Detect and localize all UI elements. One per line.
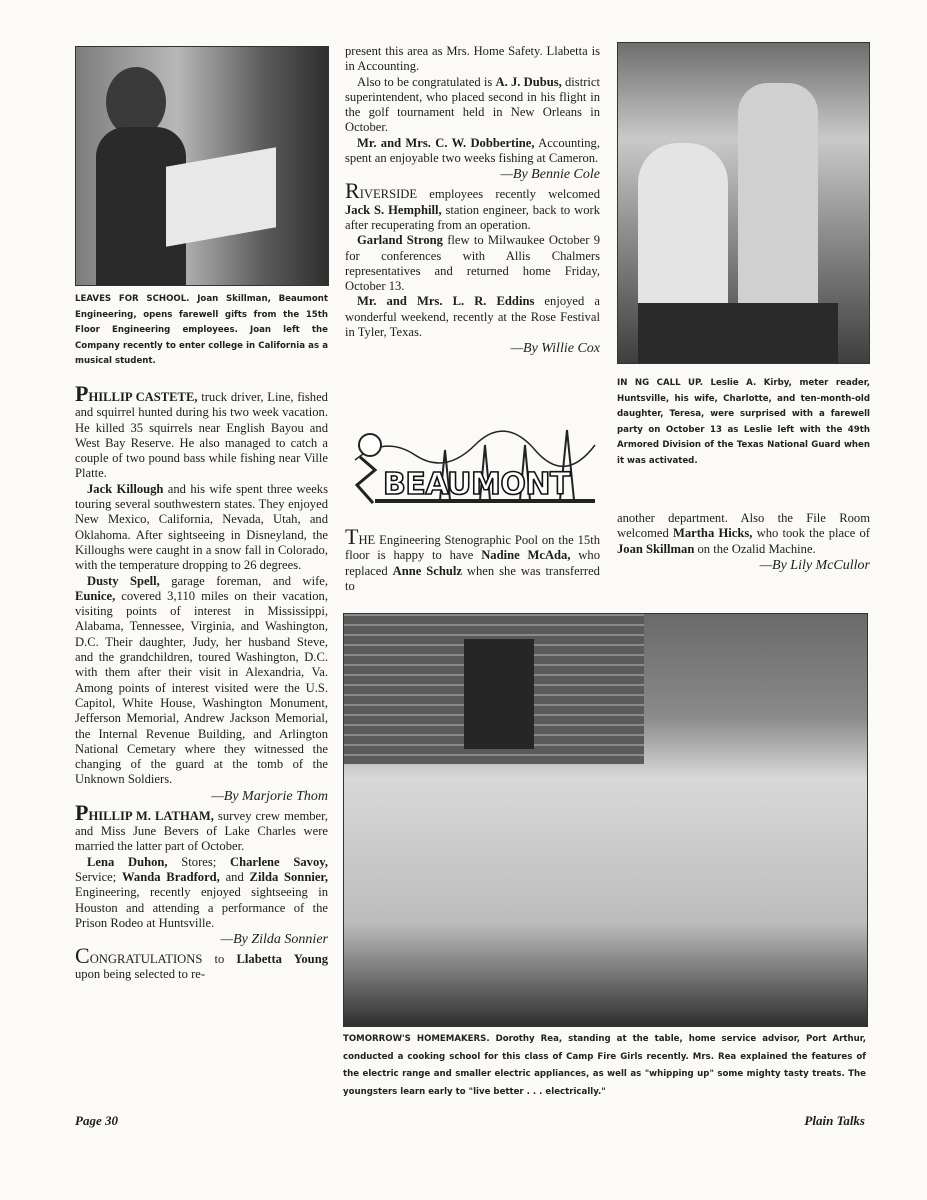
caption-text: Joan Skillman, Beaumont Engineering, opens farewell gifts from the 15th Floor Engineering employees. Joan left the Company recently to enter college in California as a musical student. [75,294,328,366]
text-run: flew to Milwaukee October 9 for conferences with Allis Chalmers representatives and returned home Friday, October 13. [345,233,600,294]
person-name: Jack S. Hemphill, [345,202,442,217]
person-name: Llabetta Young [236,952,328,967]
person-name: Nadine McAda, [481,548,571,563]
paragraph [75,381,328,482]
text-run: present this area as Mrs. Home Safety. Llabetta is in Accounting. [345,44,600,74]
text-run: —By Lily McCullor [759,557,870,573]
person-name: A. J. Dubus, [495,74,562,89]
person-name: Anne Schulz [392,563,462,578]
person-name: Martha Hicks, [672,526,753,541]
caption-heading: IN NG CALL UP. [617,378,704,388]
person-name: Dusty Spell, [87,573,160,588]
person-name: PHILLIP CASTETE, [75,381,198,406]
beaumont-logo [345,415,600,515]
caption-text: Leslie A. Kirby, meter reader, Huntsville, his wife, Charlotte, and ten-month-old daughter, Teresa, were surprised with a farewell party on October 13 as Leslie left with the 49th Armored Division of the Texas National Guard when it was activated. [617,378,870,466]
photo-caption-right [617,376,870,469]
text-run: Also to be congratulated is [357,74,496,89]
text-run: survey crew member, and Miss June Bevers of Lake Charles were married the latter part of October. [75,808,328,854]
text-run: Engineering, recently enjoyed sightseeing in Houston and attending a performance of the Prison Rodeo at Huntsville. [75,885,328,930]
text-run: —By Bennie Cole [500,167,600,183]
text-run: Service; [75,869,123,884]
paragraph [75,574,328,788]
photo-joan-skillman [75,46,329,286]
paragraph [345,44,600,75]
person-name: PHILLIP M. LATHAM, [75,799,214,825]
photo-caption-bottom [343,1031,866,1101]
person-name: Wanda Bradford, [122,869,220,884]
text-run: and his wife spent three weeks touring several southwestern states. They enjoyed New Mexico, California, Nevada, Utah, and Oklahoma. After sightseeing in Disneyland, the Killoughs were caught in a snow fall in Colorado, with the temperature dropping to 26 degrees. [75,481,329,573]
photo-camp-fire-girls [343,613,868,1027]
photo-caption-left [75,292,328,370]
text-run: when she was transferred to [345,563,600,593]
text-run: and [219,869,250,884]
byline [617,557,870,574]
person-name: Jack Killough [87,481,164,496]
caption-heading: LEAVES FOR SCHOOL. [75,294,190,304]
paragraph [75,799,328,855]
person-name: Eunice, [75,588,116,603]
column-middle-lower [345,524,600,594]
text-run: another department. Also the File Room welcomed [617,511,870,541]
caption-text: Dorothy Rea, standing at the table, home service advisor, Port Arthur, conducted a cooking school for this class of Camp Fire Girls recently. Mrs. Rea explained the features of the electric range and smaller electric appliances, as well as "whipping up" some mighty tasty treats. The youngsters learn early to "live better . . . electrically." [343,1034,866,1097]
paragraph [345,178,600,233]
text-run: garage foreman, and wife, [159,573,328,588]
text-run: who took the place of [752,526,870,541]
byline [345,340,600,357]
text-run: district superintendent, who placed second in his flight in the golf tournament held in New Orleans in October. [345,74,600,135]
paragraph [75,482,328,574]
photo-kirby-family [617,42,870,364]
text-run: THE Engineering Stenographic Pool on the 15th floor is happy to have [345,524,600,563]
text-run: —By Zilda Sonnier [220,932,328,948]
logo-text: BEAUMONT [383,467,570,502]
person-name: Lena Duhon, [87,854,168,869]
caption-heading: TOMORROW'S HOMEMAKERS. [343,1034,490,1044]
text-run: who replaced [345,548,600,578]
byline [345,166,600,183]
text-run: station engineer, back to work after recuperating from an operation. [345,202,600,232]
text-run: CONGRATULATIONS to [75,943,237,969]
text-run: Stores; [167,854,230,869]
person-name: Garland Strong [357,233,443,248]
column-middle [345,44,600,357]
text-run: enjoyed a wonderful weekend, recently at the Rose Festival in Tyler, Texas. [345,294,600,340]
paragraph [345,233,600,294]
person-name: Zilda Sonnier, [249,869,328,884]
text-run: upon being selected to re- [75,967,206,982]
text-run: Accounting, spent an enjoyable two weeks fishing at Cameron. [345,135,601,166]
paragraph [345,294,600,340]
person-name: Charlene Savoy, [229,854,328,869]
text-run: truck driver, Line, fished and squirrel hunted during his two week vacation. He killed 35 squirrels near English Bayou and West Bay Reserve. He also managed to catch a couple of two pound bass while fishing near Ville Platte. [75,390,328,481]
paragraph [345,136,600,167]
person-name: Mr. and Mrs. L. R. Eddins [357,294,535,309]
text-run: on the Ozalid Machine. [694,541,816,556]
person-name: Mr. and Mrs. C. W. Dobbertine, [357,135,535,150]
paragraph [75,943,328,983]
text-run: covered 3,110 miles on their vacation, visiting points of interest in Mississippi, Alabama, Tennessee, Virginia, and Washington, D.C. Their daughter, Judy, her husband Steve, and the grandchildren, toured Washington, D.C. with them after their visit in Alexandria, Va. Among points of interest visited were the U.S. Capitol, White House, Washington Monument, Jefferson Memorial, Andrew Jackson Memorial, the Internal Revenue Building, and Arlington National Cemetary where they witnessed the changing of the guard at the tomb of the Unknown Soldiers. [75,588,328,787]
paragraph [345,524,600,594]
publication-name: Plain Talks [804,1113,865,1128]
column-left [75,381,329,983]
text-run: RIVERSIDE employees recently welcomed [345,178,600,204]
text-run: —By Willie Cox [510,341,600,357]
page-number: Page 30 [75,1113,118,1128]
paragraph [345,75,600,136]
paragraph [75,855,328,931]
byline [75,788,328,805]
paragraph [617,511,870,557]
byline [75,931,328,948]
column-right [617,511,870,574]
person-name: Joan Skillman [617,541,695,556]
text-run: —By Marjorie Thom [211,788,328,804]
